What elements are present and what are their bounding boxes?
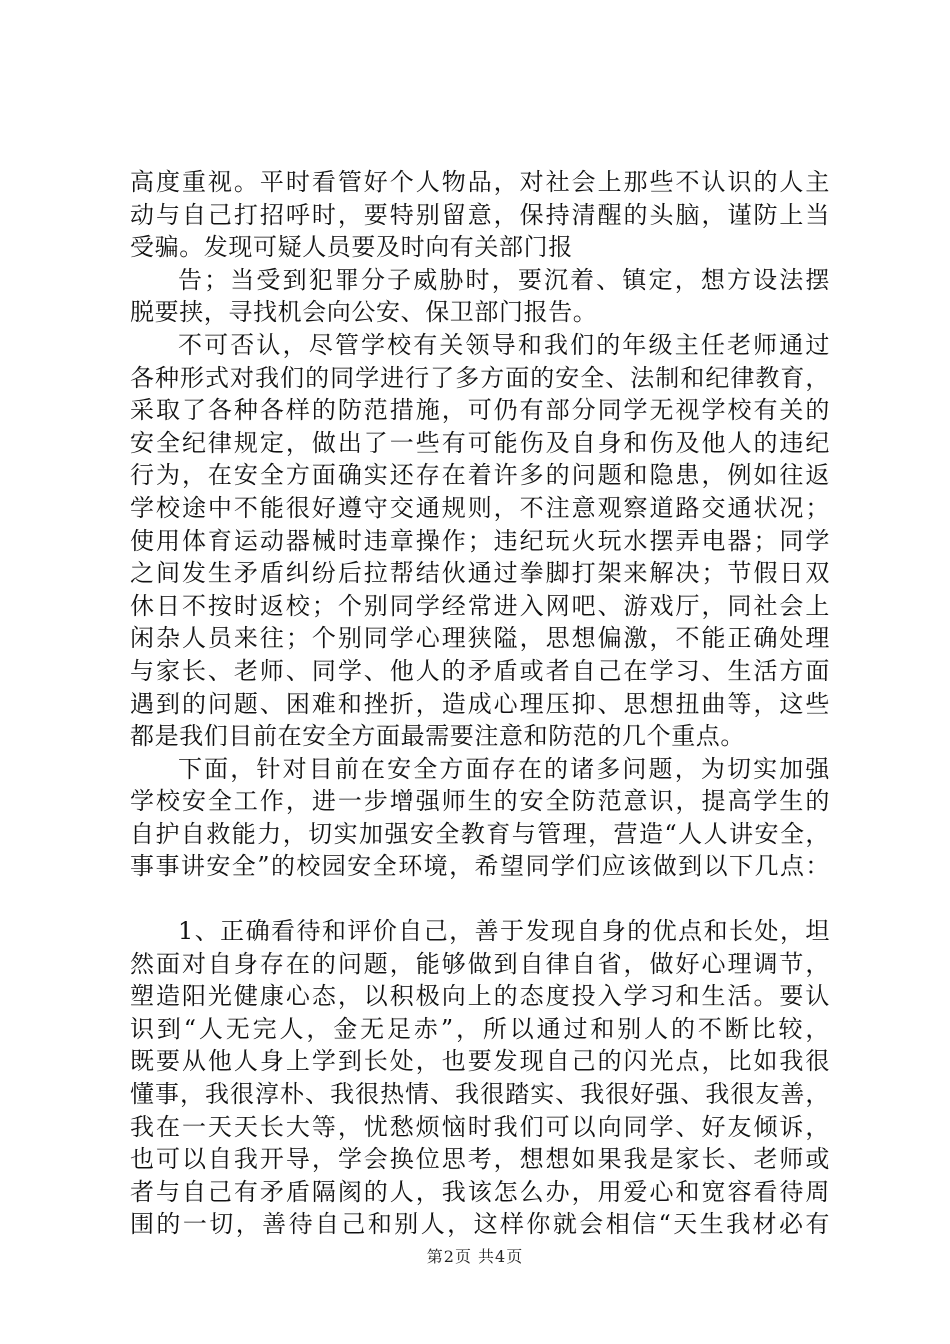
text-line: 之间发生矛盾纠纷后拉帮结伙通过拳脚打架来解决；节假日双 <box>130 559 830 588</box>
text-line: 识到“人无完人，金无足赤”，所以通过和别人的不断比较， <box>130 1014 830 1043</box>
text-line: 闲杂人员来往；个别同学心理狭隘，思想偏激，不能正确处理 <box>130 624 830 653</box>
text-line: 者与自己有矛盾隔阂的人，我该怎么办，用爱心和宽容看待周 <box>130 1177 830 1206</box>
text-line: 安全纪律规定，做出了一些有可能伤及自身和伤及他人的违纪 <box>130 428 830 457</box>
text-line: 休日不按时返校；个别同学经常进入网吧、游戏厅，同社会上 <box>130 591 830 620</box>
text-line: 动与自己打招呼时，要特别留意，保持清醒的头脑，谨防上当 <box>130 200 830 229</box>
text-line: 告；当受到犯罪分子威胁时，要沉着、镇定，想方设法摆 <box>178 265 830 294</box>
text-line: 学校途中不能很好遵守交通规则，不注意观察道路交通状况； <box>130 493 830 522</box>
text-line: 脱要挟，寻找机会向公安、保卫部门报告。 <box>130 298 598 327</box>
text-line: 围的一切，善待自己和别人，这样你就会相信“天生我材必有 <box>130 1210 830 1239</box>
text-line: 我在一天天长大等，忧愁烦恼时我们可以向同学、好友倾诉， <box>130 1112 830 1141</box>
text-line: 学校安全工作，进一步增强师生的安全防范意识，提高学生的 <box>130 787 830 816</box>
text-line: 采取了各种各样的防范措施，可仍有部分同学无视学校有关的 <box>130 396 830 425</box>
text-line: 使用体育运动器械时违章操作；违纪玩火玩水摆弄电器；同学 <box>130 526 830 555</box>
text-line: 都是我们目前在安全方面最需要注意和防范的几个重点。 <box>130 722 745 751</box>
page-number-footer: 第2页 共4页 <box>426 1247 524 1266</box>
text-line: 不可否认，尽管学校有关领导和我们的年级主任老师通过 <box>178 330 830 359</box>
text-line: 然面对自身存在的问题，能够做到自律自省，做好心理调节， <box>130 949 830 978</box>
paragraph-gap <box>130 883 830 915</box>
text-line: 高度重视。平时看管好个人物品，对社会上那些不认识的人主 <box>130 168 830 196</box>
document-body <box>130 166 830 1241</box>
text-line: 懂事，我很淳朴、我很热情、我很踏实、我很好强、我很友善， <box>130 1080 830 1109</box>
text-line: 事事讲安全”的校园安全环境，希望同学们应该做到以下几点： <box>130 852 830 881</box>
text-line: 行为，在安全方面确实还存在着许多的问题和隐患，例如往返 <box>130 461 830 490</box>
text-line: 与家长、老师、同学、他人的矛盾或者自己在学习、生活方面 <box>130 656 830 685</box>
text-line: 下面，针对目前在安全方面存在的诸多问题，为切实加强 <box>178 754 830 783</box>
text-line: 受骗。发现可疑人员要及时向有关部门报 <box>130 233 573 262</box>
text-line: 也可以自我开导，学会换位思考，想想如果我是家长、老师或 <box>130 1145 830 1174</box>
text-line: 塑造阳光健康心态，以积极向上的态度投入学习和生活。要认 <box>130 982 830 1011</box>
text-line: 既要从他人身上学到长处，也要发现自己的闪光点，比如我很 <box>130 1047 830 1076</box>
text-line: 遇到的问题、困难和挫折，造成心理压抑、思想扭曲等，这些 <box>130 689 830 718</box>
text-line: 1、正确看待和评价自己，善于发现自身的优点和长处，坦 <box>178 917 830 946</box>
text-line: 自护自救能力，切实加强安全教育与管理，营造“人人讲安全， <box>130 819 830 848</box>
text-line: 各种形式对我们的同学进行了多方面的安全、法制和纪律教育， <box>130 363 830 392</box>
